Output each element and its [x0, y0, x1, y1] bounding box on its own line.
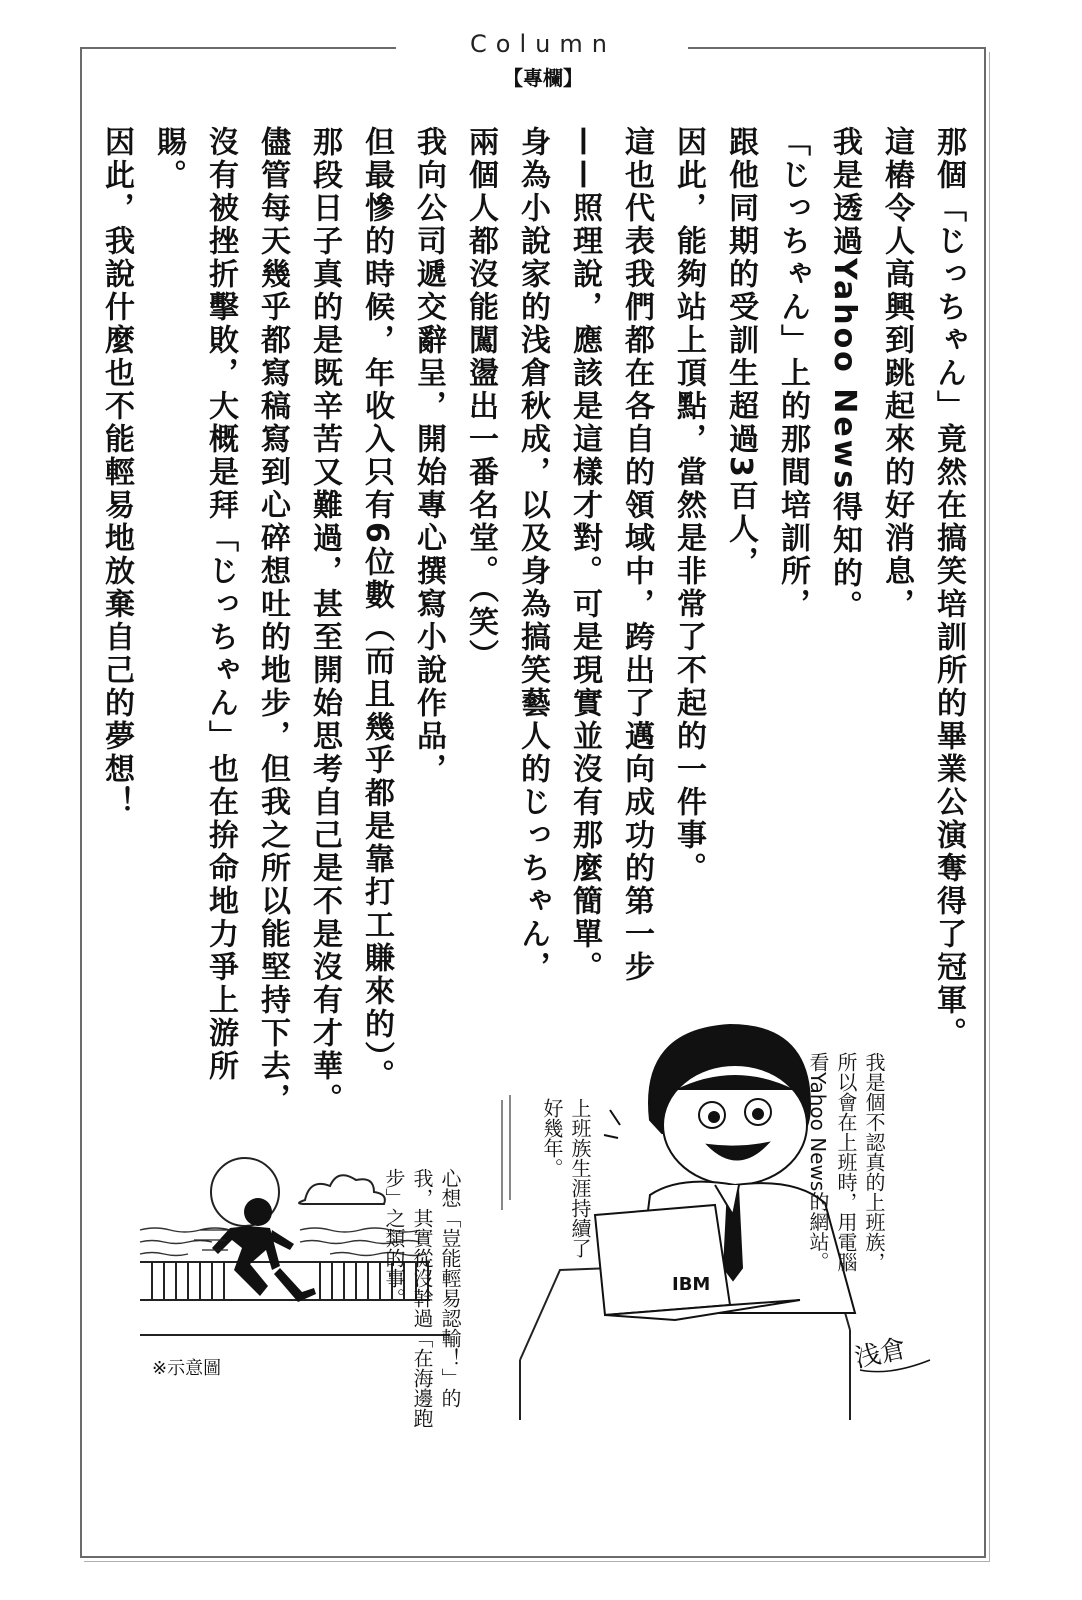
caption-career: 上班族生涯持續了好幾年。 [540, 1098, 592, 1258]
paragraph-16: 因此，我說什麼也不能輕易地放棄自己的夢想！ [99, 126, 134, 819]
exclamation-marks [604, 1110, 620, 1138]
paragraph-14: 儘管每天幾乎都寫稿寫到心碎想吐的地步，但我之所以能堅持下去， [255, 126, 290, 1116]
caption-beach-run: 心想「豈能輕易認輸！」的我，其實從沒幹過「在海邊跑步」之類的事。 [382, 1168, 462, 1428]
paragraph-6: 因此，能夠站上頂點，當然是非常了不起的一件事。 [671, 126, 706, 885]
frame-top-rule-left [80, 47, 396, 49]
paragraph-13: 那段日子真的是既辛苦又難過，甚至開始思考自己是不是沒有才華。 [307, 126, 342, 1116]
paragraph-2: 這樁令人高興到跳起來的好消息， [879, 126, 914, 621]
paragraph-9: 身為小說家的浅倉秋成，以及身為搞笑藝人的じっちゃん， [515, 126, 550, 984]
paragraph-8: ——照理說，應該是這樣才對。可是現實並沒有那麼簡單。 [567, 126, 602, 984]
paragraph-5: 跟他同期的受訓生超過3百人， [723, 126, 758, 579]
paragraph-1: 那個「じっちゃん」竟然在搞笑培訓所的畢業公演奪得了冠軍。 [931, 126, 966, 1050]
column-title: Column [470, 30, 616, 58]
paragraph-10: 兩個人都沒能闖盪出一番名堂。（笑） [463, 126, 498, 672]
frame-top-rule-right [688, 47, 986, 49]
column-subtitle: 【專欄】 [503, 66, 583, 90]
signature-text: 浅倉 [852, 1333, 910, 1375]
cloud-icon [299, 1175, 385, 1204]
paragraph-15: 沒有被挫折擊敗，大概是拜「じっちゃん」也在拚命地力爭上游所賜。 [151, 126, 238, 1083]
paragraph-7: 這也代表我們都在各自的領域中，跨出了邁向成功的第一步 [619, 126, 654, 984]
column-body [99, 126, 974, 1126]
laptop-brand: IBM [672, 1274, 711, 1295]
caption-office-habit: 我是個不認真的上班族，所以會在上班時，用電腦看Yahoo News的網站。 [806, 1052, 886, 1272]
paragraph-3: 我是透過Yahoo News得知的。 [827, 126, 862, 624]
illustration-note: ※示意圖 [152, 1358, 222, 1379]
author-signature [850, 1320, 940, 1380]
paragraph-12: 但最慘的時候，年收入只有6位數（而且幾乎都是靠打工賺來的）。 [359, 126, 394, 1092]
paragraph-11: 我向公司遞交辭呈，開始專心撰寫小說作品， [411, 126, 446, 786]
speed-lines [502, 1095, 510, 1210]
paragraph-4: 「じっちゃん」上的那間培訓所， [775, 126, 810, 621]
